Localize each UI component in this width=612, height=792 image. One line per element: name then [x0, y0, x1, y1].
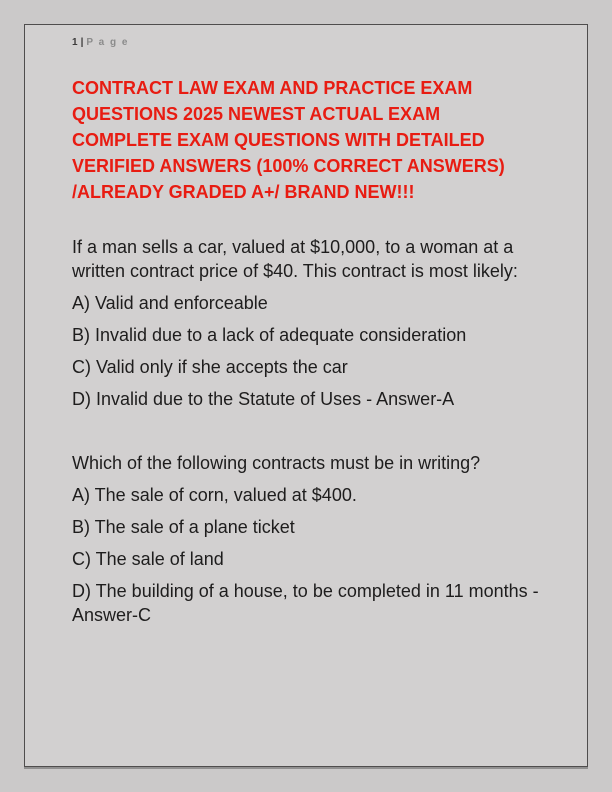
question-1-prompt: If a man sells a car, valued at $10,000, to a woman at a written contract price of $40. This contract is most likely:: [72, 237, 518, 281]
question-1-option-a: A) Valid and enforceable: [72, 293, 268, 313]
question-1-option-b: B) Invalid due to a lack of adequate consideration: [72, 325, 467, 345]
title-line-4: VERIFIED ANSWERS (100% CORRECT ANSWERS): [72, 156, 505, 176]
page-number-separator: |: [80, 37, 84, 48]
title-line-1: CONTRACT LAW EXAM AND PRACTICE EXAM: [72, 78, 473, 98]
question-2-prompt: Which of the following contracts must be in writing?: [72, 453, 481, 473]
blank-paragraph: [72, 419, 546, 451]
question-block-2: [72, 451, 546, 627]
title-line-3: COMPLETE EXAM QUESTIONS WITH DETAILED: [72, 130, 485, 150]
question-block-1: [72, 235, 546, 411]
document-page: [24, 24, 588, 767]
document-title: [72, 75, 546, 205]
question-2-option-d: D) The building of a house, to be completed in 11 months - Answer-C: [72, 581, 539, 625]
page-number: 1: [72, 37, 78, 48]
page-word: P a g e: [86, 37, 129, 48]
question-1-option-d: D) Invalid due to the Statute of Uses - Answer-A: [72, 389, 455, 409]
page-header: [72, 37, 546, 49]
title-line-2: QUESTIONS 2025 NEWEST ACTUAL EXAM: [72, 104, 441, 124]
question-2-option-b: B) The sale of a plane ticket: [72, 517, 295, 537]
question-2-option-c: C) The sale of land: [72, 549, 224, 569]
title-line-5: /ALREADY GRADED A+/ BRAND NEW!!!: [72, 182, 415, 202]
question-1-option-c: C) Valid only if she accepts the car: [72, 357, 348, 377]
question-2-option-a: A) The sale of corn, valued at $400.: [72, 485, 357, 505]
